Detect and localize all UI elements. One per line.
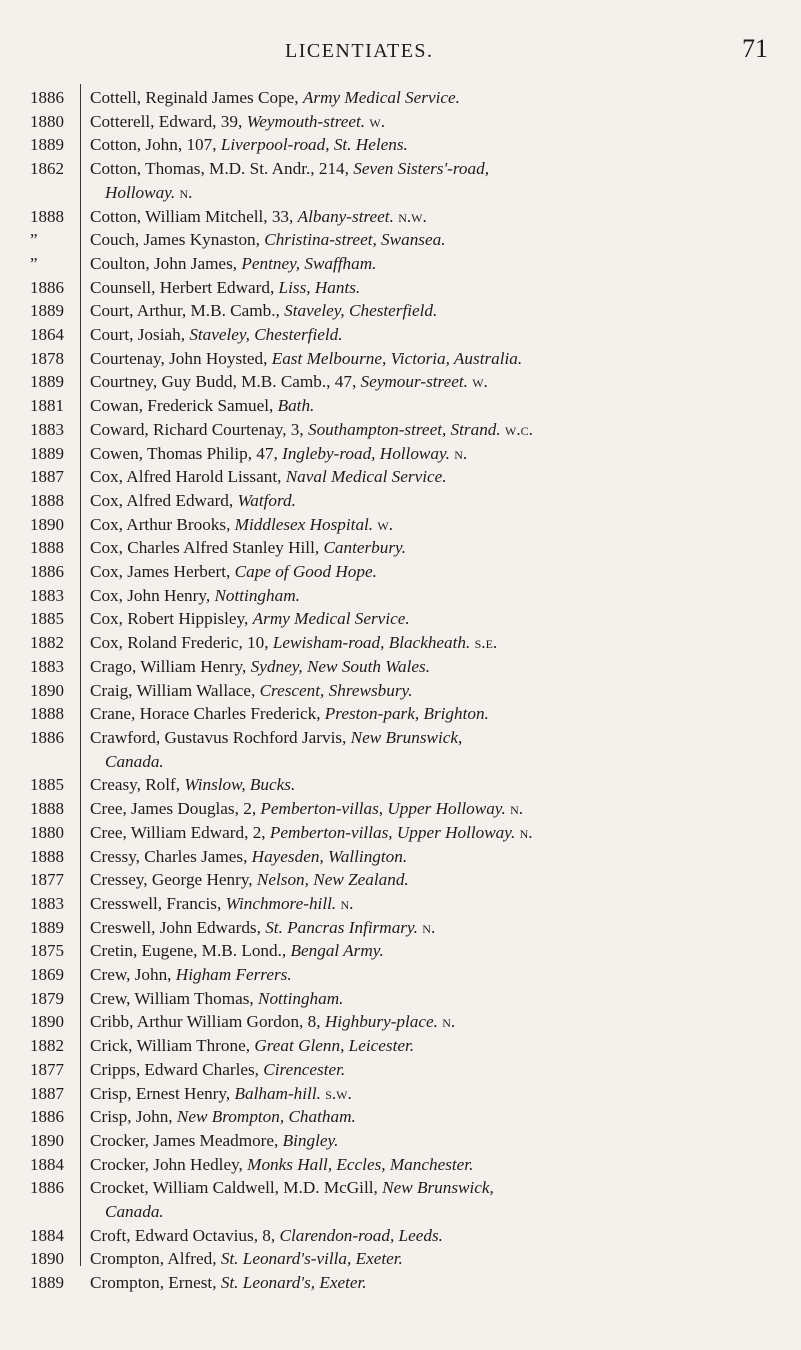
list-item <box>0 513 801 537</box>
entry-year: 1884 <box>30 1225 64 1245</box>
entry-place: Liss, Hants. <box>278 277 361 297</box>
entry-place: St. Pancras Infirmary. <box>265 917 418 937</box>
entry-text <box>90 1271 786 1295</box>
entry-year: 1880 <box>30 111 64 131</box>
entry-year: 1888 <box>30 846 64 866</box>
entry-place: Monks Hall, Eccles, Manchester. <box>247 1154 474 1174</box>
list-item <box>0 228 801 252</box>
list-item <box>0 892 801 916</box>
list-item <box>0 560 801 584</box>
entry-text <box>90 702 786 726</box>
entry-text <box>90 370 786 394</box>
entry-text <box>90 726 786 773</box>
entry-text <box>90 1082 786 1106</box>
entry-year: 1869 <box>30 965 64 985</box>
list-item <box>0 1058 801 1082</box>
entry-year: 1890 <box>30 514 64 534</box>
entry-postal-district: w. <box>467 372 488 392</box>
entry-text <box>90 1224 786 1248</box>
list-item <box>0 797 801 821</box>
entry-place: Christina-street, Swansea. <box>264 230 446 250</box>
list-item <box>0 465 801 489</box>
entry-postal-district: w. <box>365 111 386 131</box>
entry-place: Liverpool-road, St. Helens. <box>220 135 408 155</box>
entry-year: 1875 <box>30 941 64 961</box>
entry-postal-district: n. <box>515 822 533 842</box>
entry-name: Court, Arthur, M.B. Camb., <box>90 301 285 321</box>
entry-postal-district: w. <box>373 514 394 534</box>
entry-place: Naval Medical Service. <box>285 467 447 487</box>
entry-text <box>90 347 786 371</box>
entry-text <box>90 323 786 347</box>
entry-text <box>90 963 786 987</box>
list-item <box>0 987 801 1011</box>
entry-name: Crago, William Henry, <box>90 656 251 676</box>
entry-name: Cresswell, Francis, <box>90 893 226 913</box>
list-item <box>0 1176 801 1223</box>
entry-year: 1890 <box>30 1249 64 1269</box>
entry-continuation: Canada. <box>105 751 164 771</box>
list-item <box>0 536 801 560</box>
entry-postal-district: n. <box>437 1012 456 1032</box>
entry-name: Cressey, George Henry, <box>90 870 257 890</box>
entry-text <box>90 1129 786 1153</box>
entry-name: Court, Josiah, <box>90 325 190 345</box>
entry-text <box>90 276 786 300</box>
entry-name: Cripps, Edward Charles, <box>90 1059 264 1079</box>
entry-postal-district: w.c. <box>500 419 533 439</box>
entry-name: Cotton, John, 107, <box>90 135 221 155</box>
entry-name: Crocker, James Meadmore, <box>90 1130 283 1150</box>
entry-name: Cressy, Charles James, <box>90 846 252 866</box>
entry-name: Cox, Roland Frederic, 10, <box>90 633 273 653</box>
entry-year: 1886 <box>30 277 64 297</box>
entry-place: Pemberton-villas, Upper Holloway. <box>269 822 516 842</box>
entry-place: Weymouth-street. <box>246 111 366 131</box>
entry-year: 1882 <box>30 633 64 653</box>
entry-text <box>90 560 786 584</box>
list-item <box>0 110 801 134</box>
entry-year: ” <box>30 253 38 273</box>
entry-place: Army Medical Service. <box>302 88 460 107</box>
list-item <box>0 299 801 323</box>
entry-year: 1890 <box>30 1012 64 1032</box>
entry-text <box>90 1010 786 1034</box>
entry-year: 1886 <box>30 1178 64 1198</box>
entry-name: Cox, Alfred Edward, <box>90 490 238 510</box>
list-item <box>0 323 801 347</box>
entry-name: Crompton, Ernest, <box>90 1273 221 1293</box>
entry-place: Nelson, New Zealand. <box>256 870 409 890</box>
list-item <box>0 1010 801 1034</box>
entry-name: Cree, William Edward, 2, <box>90 822 270 842</box>
entry-postal-district: n. <box>449 443 468 463</box>
entry-place: Nottingham. <box>214 585 300 605</box>
entry-text <box>90 394 786 418</box>
entry-name: Cowan, Frederick Samuel, <box>90 396 278 416</box>
entry-name: Cottell, Reginald James Cope, <box>90 88 303 107</box>
entry-place: Army Medical Service. <box>252 609 410 629</box>
list-item <box>0 963 801 987</box>
entry-postal-district: s.w. <box>320 1083 352 1103</box>
entry-place: Seven Sisters'-road, <box>353 159 489 179</box>
entry-postal-district: n.w. <box>393 206 427 226</box>
list-item <box>0 1153 801 1177</box>
entry-name: Crawford, Gustavus Rochford Jarvis, <box>90 727 351 747</box>
list-item <box>0 868 801 892</box>
entry-text <box>90 916 786 940</box>
entry-postal-district: n. <box>336 893 354 913</box>
entry-name: Cotterell, Edward, 39, <box>90 111 247 131</box>
entry-name: Crisp, Ernest Henry, <box>90 1083 235 1103</box>
entry-name: Croft, Edward Octavius, 8, <box>90 1225 280 1245</box>
entry-year: 1885 <box>30 609 64 629</box>
entry-text <box>90 252 786 276</box>
entry-name: Crisp, John, <box>90 1107 177 1127</box>
entry-place: Bath. <box>277 396 315 416</box>
entry-year: 1889 <box>30 917 64 937</box>
entry-name: Courtney, Guy Budd, M.B. Camb., 47, <box>90 372 361 392</box>
list-item <box>0 370 801 394</box>
entry-text <box>90 1176 786 1223</box>
list-item <box>0 607 801 631</box>
entry-year: 1883 <box>30 419 64 439</box>
entry-name: Cretin, Eugene, M.B. Lond., <box>90 941 291 961</box>
entry-place: Cirencester. <box>263 1059 346 1079</box>
entry-year: 1890 <box>30 1130 64 1150</box>
list-item <box>0 1129 801 1153</box>
entry-year: 1883 <box>30 585 64 605</box>
entry-name: Cox, Alfred Harold Lissant, <box>90 467 286 487</box>
entry-continuation: Canada. <box>105 1202 164 1222</box>
entry-year: 1889 <box>30 135 64 155</box>
entry-place: Balham-hill. <box>234 1083 321 1103</box>
entry-continuation: Holloway. n. <box>105 182 193 202</box>
entry-place: St. Leonard's-villa, Exeter. <box>220 1249 403 1269</box>
entry-year: 1886 <box>30 562 64 582</box>
list-item <box>0 442 801 466</box>
entry-postal-district: n. <box>505 799 524 819</box>
entry-postal-district: n. <box>417 917 436 937</box>
entry-place: Hayesden, Wallington. <box>251 846 408 866</box>
entry-text <box>90 86 786 110</box>
entry-text <box>90 773 786 797</box>
entry-name: Cox, James Herbert, <box>90 562 235 582</box>
list-item <box>0 489 801 513</box>
entry-year: 1885 <box>30 775 64 795</box>
entry-text <box>90 418 786 442</box>
entry-text <box>90 584 786 608</box>
entry-place: Winchmore-hill. <box>225 893 337 913</box>
entry-year: 1862 <box>30 159 64 179</box>
entry-name: Cox, Robert Hippisley, <box>90 609 253 629</box>
entry-name: Crocker, John Hedley, <box>90 1154 248 1174</box>
entry-year: 1887 <box>30 1083 64 1103</box>
entry-text <box>90 987 786 1011</box>
entry-year: 1888 <box>30 206 64 226</box>
page-number: 71 <box>742 34 768 63</box>
list-item <box>0 157 801 204</box>
entry-name: Crompton, Alfred, <box>90 1249 221 1269</box>
entry-place: Bingley. <box>282 1130 339 1150</box>
entry-year: 1888 <box>30 538 64 558</box>
entry-year: 1864 <box>30 325 64 345</box>
entry-name: Coulton, John James, <box>90 253 242 273</box>
list-item <box>0 726 801 773</box>
list-item <box>0 631 801 655</box>
list-item <box>0 418 801 442</box>
entry-name: Crane, Horace Charles Frederick, <box>90 704 325 724</box>
entry-place: Staveley, Chesterfield. <box>284 301 438 321</box>
entry-year: 1883 <box>30 656 64 676</box>
entry-place: New Brunswick, <box>350 727 463 747</box>
list-item <box>0 679 801 703</box>
entry-text <box>90 1247 786 1271</box>
entry-place: Clarendon-road, Leeds. <box>279 1225 443 1245</box>
entry-place: Sydney, New South Wales. <box>250 656 430 676</box>
entry-postal-district: n. <box>175 182 193 202</box>
entry-name: Crocket, William Caldwell, M.D. McGill, <box>90 1178 383 1198</box>
entry-text <box>90 1034 786 1058</box>
entry-name: Cotton, William Mitchell, 33, <box>90 206 298 226</box>
entry-text <box>90 631 786 655</box>
list-item <box>0 584 801 608</box>
entry-text <box>90 1058 786 1082</box>
entry-name: Cox, Charles Alfred Stanley Hill, <box>90 538 324 558</box>
list-item <box>0 86 801 110</box>
entry-year: 1889 <box>30 372 64 392</box>
entry-year: 1887 <box>30 467 64 487</box>
entry-name: Counsell, Herbert Edward, <box>90 277 279 297</box>
entry-text <box>90 607 786 631</box>
licentiates-list <box>0 86 801 1295</box>
entry-year: 1886 <box>30 88 64 107</box>
entry-year: 1883 <box>30 893 64 913</box>
entry-text <box>90 110 786 134</box>
entry-place: Albany-street. <box>297 206 394 226</box>
entry-place: Lewisham-road, Blackheath. <box>272 633 471 653</box>
entry-name: Courtenay, John Hoysted, <box>90 348 272 368</box>
entry-name: Couch, James Kynaston, <box>90 230 265 250</box>
entry-place: Pemberton-villas, Upper Holloway. <box>260 799 506 819</box>
entry-year: 1882 <box>30 1036 64 1056</box>
entry-name: Coward, Richard Courtenay, 3, <box>90 419 308 439</box>
entry-year: 1889 <box>30 443 64 463</box>
entry-year: 1879 <box>30 988 64 1008</box>
entry-text <box>90 299 786 323</box>
list-item <box>0 1271 801 1295</box>
list-item <box>0 655 801 679</box>
list-item <box>0 1034 801 1058</box>
entry-text <box>90 133 786 157</box>
entry-year: 1890 <box>30 680 64 700</box>
list-item <box>0 702 801 726</box>
entry-text <box>90 1105 786 1129</box>
entry-year: 1886 <box>30 1107 64 1127</box>
entry-text <box>90 797 786 821</box>
entry-year: 1878 <box>30 348 64 368</box>
entry-name: Cribb, Arthur William Gordon, 8, <box>90 1012 325 1032</box>
entry-text <box>90 868 786 892</box>
entry-year: 1886 <box>30 727 64 747</box>
list-item <box>0 1247 801 1271</box>
entry-place: Middlesex Hospital. <box>234 514 374 534</box>
entry-text <box>90 205 786 229</box>
entry-year: 1888 <box>30 490 64 510</box>
entry-text <box>90 442 786 466</box>
entry-text <box>90 655 786 679</box>
list-item <box>0 252 801 276</box>
entry-year: 1877 <box>30 870 64 890</box>
entry-place: Pentney, Swaffham. <box>241 253 377 273</box>
entry-place: New Brompton, Chatham. <box>176 1107 356 1127</box>
entry-name: Cowen, Thomas Philip, 47, <box>90 443 283 463</box>
entry-year: 1888 <box>30 799 64 819</box>
page-header <box>0 34 801 70</box>
list-item <box>0 133 801 157</box>
entry-name: Cotton, Thomas, M.D. St. Andr., 214, <box>90 159 354 179</box>
list-item <box>0 939 801 963</box>
entry-postal-district: s.e. <box>470 633 498 653</box>
entry-year: 1884 <box>30 1154 64 1174</box>
entry-year: 1889 <box>30 301 64 321</box>
entry-place: Cape of Good Hope. <box>234 562 377 582</box>
entry-name: Cox, Arthur Brooks, <box>90 514 235 534</box>
list-item <box>0 821 801 845</box>
entry-place: Staveley, Chesterfield. <box>189 325 343 345</box>
entry-name: Crew, William Thomas, <box>90 988 258 1008</box>
entry-place: Bengal Army. <box>290 941 384 961</box>
list-item <box>0 916 801 940</box>
entry-place: East Melbourne, Victoria, Australia. <box>271 348 523 368</box>
list-item <box>0 276 801 300</box>
entry-text <box>90 513 786 537</box>
entry-place: Great Glenn, Leicester. <box>254 1036 415 1056</box>
entry-year: 1880 <box>30 822 64 842</box>
entry-name: Crew, John, <box>90 965 176 985</box>
entry-place: Winslow, Bucks. <box>184 775 296 795</box>
entry-name: Creasy, Rolf, <box>90 775 185 795</box>
entry-place: Highbury-place. <box>324 1012 438 1032</box>
entry-place: Ingleby-road, Holloway. <box>282 443 450 463</box>
list-item <box>0 845 801 869</box>
entry-text <box>90 821 786 845</box>
entry-name: Creswell, John Edwards, <box>90 917 266 937</box>
entry-place: Higham Ferrers. <box>175 965 292 985</box>
entry-year: 1889 <box>30 1273 64 1293</box>
entry-place: Watford. <box>237 490 296 510</box>
entry-place: Crescent, Shrewsbury. <box>259 680 413 700</box>
entry-year: 1877 <box>30 1059 64 1079</box>
entry-text <box>90 845 786 869</box>
entry-text <box>90 228 786 252</box>
entry-place: Canterbury. <box>323 538 407 558</box>
entry-text <box>90 939 786 963</box>
entry-year: 1881 <box>30 396 64 416</box>
entry-name: Craig, William Wallace, <box>90 680 260 700</box>
list-item <box>0 394 801 418</box>
entry-text <box>90 1153 786 1177</box>
entry-place: Seymour-street. <box>360 372 468 392</box>
entry-name: Crick, William Throne, <box>90 1036 255 1056</box>
entry-text <box>90 536 786 560</box>
entry-year: ” <box>30 230 38 250</box>
list-item <box>0 1105 801 1129</box>
entry-year: 1888 <box>30 704 64 724</box>
entry-place: Southampton-street, Strand. <box>307 419 501 439</box>
entry-name: Cree, James Douglas, 2, <box>90 799 261 819</box>
entry-text <box>90 489 786 513</box>
list-item <box>0 773 801 797</box>
entry-text <box>90 157 786 204</box>
list-item <box>0 1224 801 1248</box>
entry-place: Preston-park, Brighton. <box>324 704 489 724</box>
entry-text <box>90 679 786 703</box>
entry-text <box>90 465 786 489</box>
entry-text <box>90 892 786 916</box>
list-item <box>0 205 801 229</box>
entry-name: Cox, John Henry, <box>90 585 215 605</box>
entry-place: New Brunswick, <box>382 1178 494 1198</box>
running-title: LICENTIATES. <box>285 40 434 62</box>
list-item <box>0 347 801 371</box>
entry-place: Nottingham. <box>257 988 344 1008</box>
entry-place: St. Leonard's, Exeter. <box>220 1273 367 1293</box>
list-item <box>0 1082 801 1106</box>
